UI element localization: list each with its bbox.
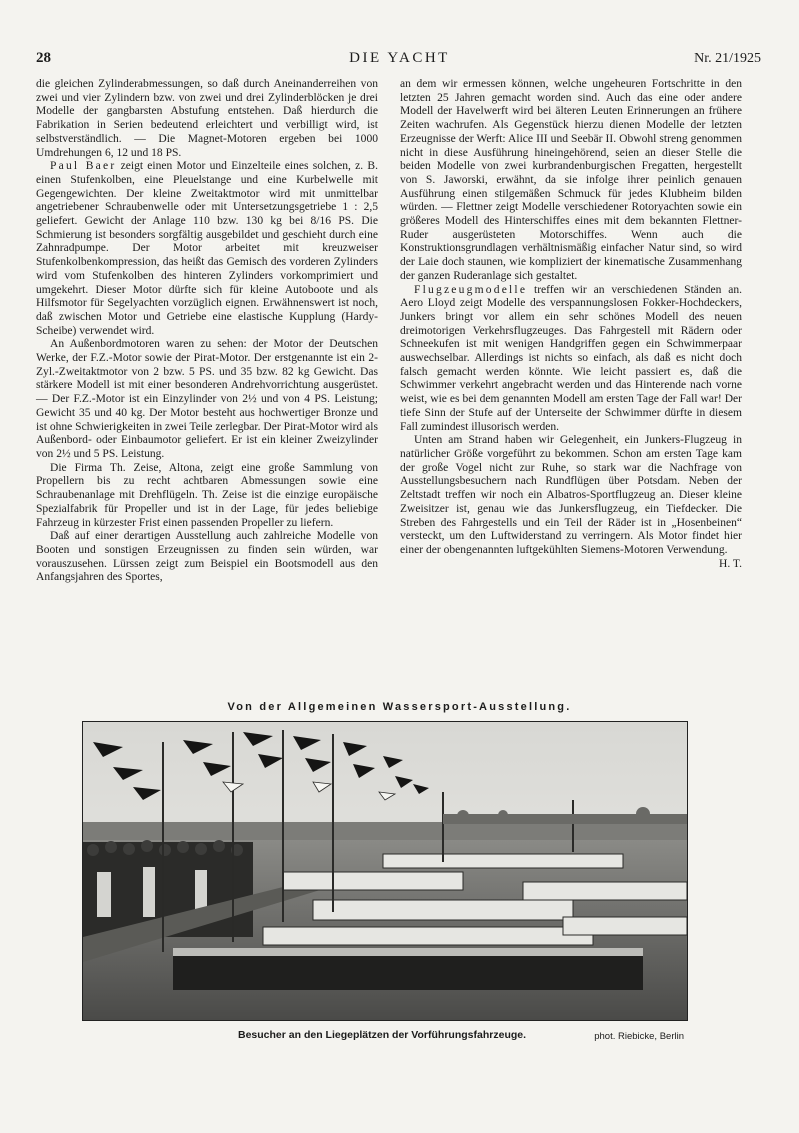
paragraph: an dem wir ermessen können, welche ungeheuren Fortschritte in den letzten 25 Jahren gemacht worden sind. Auch das eine oder andere Modell der Havelwerft wird bei älteren Leuten Erinnerungen an frühere Zeiten wachrufen. Als Gegenstück hierzu dienen Modelle der letzten Erzeugnisse der Werft: Alice III und Seebär II. Obwohl streng genommen nicht in diese Ausführung hineingehörend, seien an dieser Stelle die beiden Modelle von zwei kurbrandenburgischen Fregatten, hergestellt von S. Jaworski, erwähnt, da sie infolge ihrer peinlich genauen Ausführung einen stilgemäßen Schmuck für jedes Klubheim bilden würden. — Flettner zeigt Modelle verschiedener Rotoryachten sowie ein größeres Modell des Hinterschiffes eines mit dem bekannten Flettner-Ruder ausgerüsteten Motorschiffes. Wenn auch die Konstruktionsgrundlagen verhältnismäßig einfacher Natur sind, so wird der Laie doch staunen, wie kompliziert der kinematische Zusammenhang der ganzen Ruderanlage sich gestaltet. [400, 78, 742, 282]
paragraph: An Außenbordmotoren waren zu sehen: der Motor der Deutschen Werke, der F.Z.-Motor sowie der Pirat-Motor. Der erstgenannte ist ein 2-Zyl.-Zweitaktmotor von 2 bzw. 5 PS. und 35 bzw. 82 kg Gewicht. Das stärkere Modell ist mit einer besonderen Andrehvorrichtung ausgerüstet. — Der F.Z.-Motor ist ein Einzylinder von 2½ und von 4 PS. Leistung; Gewicht 35 und 40 kg. Der Motor besteht aus hochwertiger Bronze und ist ohne Schwierigkeiten in zwei Teile zerlegbar. Der Pirat-Motor wird als Außenbord- oder Einbaumotor geliefert. Er ist ein kleiner Zweizylinder von 2½ und 5 PS. Leistung. [36, 338, 378, 460]
paragraph: die gleichen Zylinderabmessungen, so daß durch Aneinanderreihen von zwei und vier Zylindern bzw. von zwei und drei Zylinderblöcken je drei Modelle der gangbarsten Abstufung entstehen. Daß hierdurch die Fabrikation in Serien bedeutend erleichtert und verbilligt wird, ist selbstverständlich. — Die Magnet-Motoren ergeben bei 1000 Umdrehungen 6, 12 und 18 PS. [36, 78, 378, 159]
paragraph: Flugzeugmodelle treffen wir an verschiedenen Ständen an. Aero Lloyd zeigt Modelle des verspannungslosen Fokker-Hochdeckers, Junkers bringt vor allem ein sehr schönes Modell des neuen dreimotorigen Verkehrsflugzeuges. Das Fahrgestell mit Rädern oder Schneekufen ist mit wenigen Handgriffen gegen ein Schwimmerpaar auswechselbar. Allerdings ist nichts so einfach, als daß es nicht doch falsch gemacht werden könnte. Wie leicht passiert es, daß die Schwimmer verkehrt angebracht werden und das Hinterende nach vorne weist, wie es bei dem genannten Modell am ersten Tage der Fall war! Der tiefe Sinn der Stufe auf der Unterseite der Schwimmer dürfte in diesem Fall zumindest illusorisch werden. [400, 283, 742, 433]
exhibition-photo [82, 721, 688, 1021]
issue-number: Nr. 21/1925 [694, 51, 761, 66]
left-column [36, 78, 378, 585]
signature: H. T. [719, 557, 742, 570]
right-column [400, 78, 742, 571]
figure-title: Von der Allgemeinen Wassersport-Ausstellung. [227, 701, 572, 713]
paragraph: Daß auf einer derartigen Ausstellung auch zahlreiche Modelle von Booten und sonstigen Erzeugnissen zu finden sein würden, war vorauszusehen. Lürssen zeigt zum Beispiel ein Bootsmodell aus den Anfangsjahren des Sportes, [36, 530, 378, 584]
figure-caption: Besucher an den Liegeplätzen der Vorführungsfahrzeuge. [238, 1029, 527, 1041]
page-number: 28 [36, 50, 51, 66]
paragraph: Unten am Strand haben wir Gelegenheit, ein Junkers-Flugzeug in natürlicher Größe vorgeführt zu bekommen. Schon am ersten Tage kam der große Vogel nicht zur Ruhe, so stark war die Nachfrage von Ausstellungsbesuchern nach Rundflügen über Potsdam. Neben der Zeltstadt treffen wir noch ein Albatros-Sportflugzeug an. Dieser kleine Zweisitzer ist, genau wie das Junkersflugzeug, ein Tiefdecker. Die Streben des Fahrgestells und ein Teil der Räder ist in „Hosenbeinen“ versteckt, um den Luftwiderstand zu verringern. Als Motor findet hier einer der obengenannten luftgekühlten Siemens-Motoren Verwendung. [400, 434, 742, 556]
photo-credit: phot. Riebicke, Berlin [594, 1031, 684, 1042]
paragraph: Paul Baer zeigt einen Motor und Einzelteile eines solchen, z. B. einen Stufenkolben, eine Pleuelstange und eine Kurbelwelle mit Gegengewichten. Der kleine Zweitaktmotor wird mit unmittelbar angetriebener Schraubenwelle oder mit Untersetzungsgetriebe 1 : 2,5 geliefert. Gewicht der Anlage 110 bzw. 130 kg bei 8/16 PS. Die Schmierung ist besonders sorgfältig ausgebildet und geschieht durch eine Zahnradpumpe. Der Motor arbeitet mit kreuzweiser Stufenkolbenkompression, das heißt das Gemisch des vorderen Zylinders wird vom Stufenkolben des hinteren Zylinders vorkomprimiert und umgekehrt. Dieser Motor dürfte sich für kleine Autoboote und als Hilfsmotor für Segelyachten vorzüglich eignen. Erwähnenswert ist noch, daß zwischen Motor und Getriebe eine elastische Kupplung (Hardy-Scheibe) verwendet wird. [36, 160, 379, 337]
paragraph: Die Firma Th. Zeise, Altona, zeigt eine große Sammlung von Propellern bis zu recht achtbaren Abmessungen sowie eine Schraubenanlage mit Drehflügeln. Th. Zeise ist die einzige europäische Spezialfabrik für Propeller und ist in der Lage, für jedes beliebige Fahrzeug in kürzester Frist einen passenden Propeller zu liefern. [36, 461, 378, 529]
journal-title: DIE YACHT [349, 50, 450, 66]
